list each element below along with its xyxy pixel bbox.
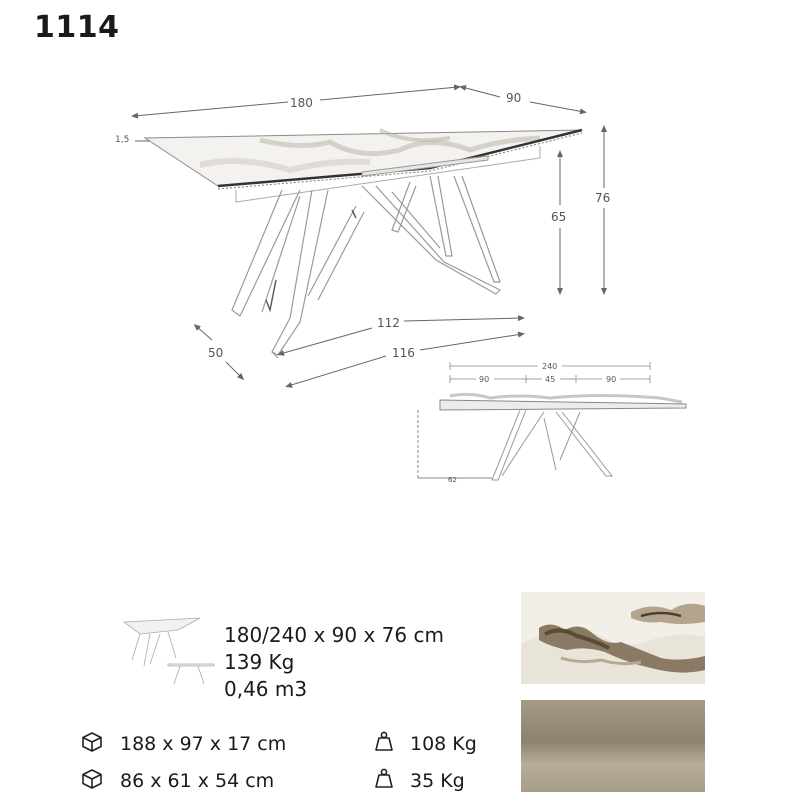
table-thumbnail [124, 618, 214, 684]
dim-total-height-label: 76 [595, 191, 611, 205]
dim-length-label: 180 [290, 96, 313, 110]
spec-dimensions: 180/240 x 90 x 76 cm [224, 623, 444, 647]
dim-base-depth-label: 50 [208, 346, 224, 360]
specs-block [224, 622, 444, 703]
table-extended-view [418, 394, 686, 480]
dim-base-outer-length-label: 116 [392, 346, 415, 360]
dim-extended-length-label: 240 [542, 362, 558, 371]
weight-icon [374, 730, 394, 752]
dim-depth-label: 90 [506, 91, 522, 105]
dim-right-section-label: 90 [606, 375, 617, 384]
box-icon [81, 768, 103, 790]
spec-volume: 0,46 m3 [224, 677, 308, 701]
package-weight: 35 Kg [410, 770, 465, 792]
package-weight: 108 Kg [410, 733, 477, 755]
table-main-view [145, 130, 582, 358]
dim-leg-height-label: 65 [551, 210, 567, 224]
package-size: 86 x 61 x 54 cm [120, 770, 275, 792]
box-icon [81, 731, 103, 753]
model-code: 1114 [34, 10, 120, 45]
dim-leg-offset-label: 62 [448, 476, 457, 484]
dim-top-thickness-label: 1,5 [115, 135, 130, 145]
bronze-metal-base-swatch [521, 700, 705, 792]
weight-icon [374, 767, 394, 789]
spec-weight: 139 Kg [224, 650, 295, 674]
dim-extension-label: 45 [545, 375, 556, 384]
package-size: 188 x 97 x 17 cm [120, 733, 287, 755]
dim-left-section-label: 90 [479, 375, 490, 384]
dim-base-length-label: 112 [377, 316, 400, 330]
marble-ceramic-top-swatch [521, 592, 705, 684]
